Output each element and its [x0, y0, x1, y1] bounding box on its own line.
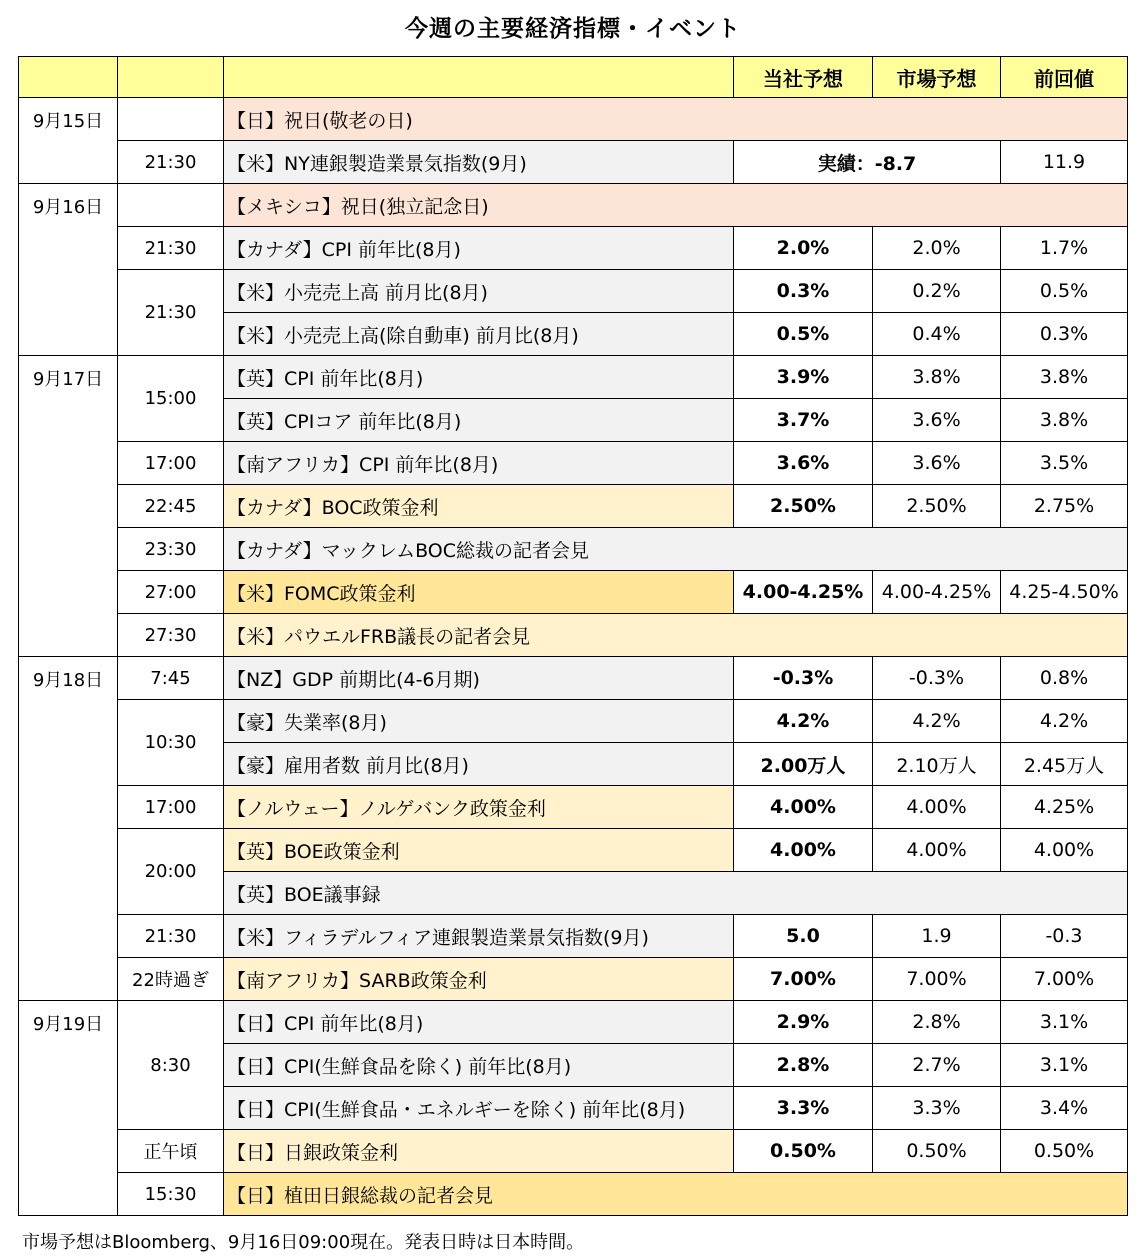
table-row — [19, 270, 1128, 313]
market-forecast-cell: 4.00-4.25% — [873, 571, 1001, 614]
event-cell: 【英】CPIコア 前年比(8月) — [224, 399, 734, 442]
table-row — [19, 442, 1128, 485]
date-cell: 9月18日 — [19, 657, 118, 1001]
event-cell: 【豪】失業率(8月) — [224, 700, 734, 743]
market-forecast-cell: 4.00% — [873, 786, 1001, 829]
our-forecast-cell: 2.50% — [734, 485, 873, 528]
our-forecast-cell: 0.3% — [734, 270, 873, 313]
table-row — [19, 184, 1128, 227]
time-cell: 27:00 — [118, 571, 224, 614]
time-cell: 正午頃 — [118, 1130, 224, 1173]
market-forecast-cell: 3.3% — [873, 1087, 1001, 1130]
date-cell: 9月19日 — [19, 1001, 118, 1216]
table-row — [19, 528, 1128, 571]
table-row — [19, 829, 1128, 872]
table-row — [19, 98, 1128, 141]
page-title: 今週の主要経済指標・イベント — [405, 16, 741, 42]
market-forecast-cell: 7.00% — [873, 958, 1001, 1001]
our-forecast-cell: 0.5% — [734, 313, 873, 356]
time-cell: 17:00 — [118, 442, 224, 485]
previous-value-cell: 2.75% — [1001, 485, 1128, 528]
event-cell: 【米】NY連銀製造業景気指数(9月) — [224, 141, 734, 184]
our-forecast-cell: -0.3% — [734, 657, 873, 700]
market-forecast-cell: 3.6% — [873, 442, 1001, 485]
our-forecast-cell: 4.00% — [734, 786, 873, 829]
table-row — [19, 485, 1128, 528]
event-cell: 【日】CPI(生鮮食品・エネルギーを除く) 前年比(8月) — [224, 1087, 734, 1130]
table-row — [19, 786, 1128, 829]
footnote: 市場予想はBloomberg、9月16日09:00現在。発表日時は日本時間。 — [22, 1232, 585, 1253]
table-row — [19, 356, 1128, 399]
time-cell: 21:30 — [118, 915, 224, 958]
market-forecast-cell: 2.7% — [873, 1044, 1001, 1087]
market-forecast-cell: 4.2% — [873, 700, 1001, 743]
actual-value-cell: 実績：-8.7 — [734, 141, 1001, 184]
previous-value-cell: 3.5% — [1001, 442, 1128, 485]
event-cell: 【米】パウエルFRB議長の記者会見 — [224, 614, 1128, 657]
time-cell: 20:00 — [118, 829, 224, 915]
our-forecast-cell: 4.00% — [734, 829, 873, 872]
previous-value-cell: -0.3 — [1001, 915, 1128, 958]
our-forecast-cell: 3.6% — [734, 442, 873, 485]
previous-value-cell: 0.8% — [1001, 657, 1128, 700]
time-cell — [118, 98, 224, 141]
event-cell: 【日】日銀政策金利 — [224, 1130, 734, 1173]
market-forecast-cell: 2.50% — [873, 485, 1001, 528]
previous-value-cell: 4.00% — [1001, 829, 1128, 872]
time-cell: 23:30 — [118, 528, 224, 571]
previous-value-cell: 3.8% — [1001, 356, 1128, 399]
our-forecast-cell: 3.3% — [734, 1087, 873, 1130]
our-forecast-cell: 4.2% — [734, 700, 873, 743]
our-forecast-cell: 2.8% — [734, 1044, 873, 1087]
table-row — [19, 1001, 1128, 1044]
event-cell: 【NZ】GDP 前期比(4-6月期) — [224, 657, 734, 700]
our-forecast-cell: 3.7% — [734, 399, 873, 442]
time-cell: 8:30 — [118, 1001, 224, 1130]
event-cell: 【米】小売売上高 前月比(8月) — [224, 270, 734, 313]
our-forecast-cell: 7.00% — [734, 958, 873, 1001]
header-time — [118, 57, 224, 98]
time-cell: 21:30 — [118, 141, 224, 184]
time-cell: 22:45 — [118, 485, 224, 528]
market-forecast-cell: 2.10万人 — [873, 743, 1001, 786]
previous-value-cell: 1.7% — [1001, 227, 1128, 270]
table-row — [19, 1130, 1128, 1173]
market-forecast-cell: 0.50% — [873, 1130, 1001, 1173]
header-event — [224, 57, 734, 98]
previous-value-cell: 0.3% — [1001, 313, 1128, 356]
table-row — [19, 614, 1128, 657]
event-cell: 【米】小売売上高(除自動車) 前月比(8月) — [224, 313, 734, 356]
time-cell: 22時過ぎ — [118, 958, 224, 1001]
previous-value-cell: 3.4% — [1001, 1087, 1128, 1130]
table-row — [19, 700, 1128, 743]
our-forecast-cell: 2.9% — [734, 1001, 873, 1044]
market-forecast-cell: 3.6% — [873, 399, 1001, 442]
header-row — [19, 57, 1128, 98]
our-forecast-cell: 0.50% — [734, 1130, 873, 1173]
previous-value-cell: 0.50% — [1001, 1130, 1128, 1173]
event-cell: 【カナダ】CPI 前年比(8月) — [224, 227, 734, 270]
event-cell: 【英】BOE政策金利 — [224, 829, 734, 872]
time-cell: 17:00 — [118, 786, 224, 829]
table-row — [19, 1173, 1128, 1216]
previous-value-cell: 3.8% — [1001, 399, 1128, 442]
market-forecast-cell: 0.4% — [873, 313, 1001, 356]
table-row — [19, 958, 1128, 1001]
our-forecast-cell: 3.9% — [734, 356, 873, 399]
table-row — [19, 141, 1128, 184]
date-cell: 9月17日 — [19, 356, 118, 657]
market-forecast-cell: 2.8% — [873, 1001, 1001, 1044]
economic-calendar-table — [18, 56, 1128, 1216]
event-cell: 【米】FOMC政策金利 — [224, 571, 734, 614]
table-row — [19, 915, 1128, 958]
event-cell: 【メキシコ】祝日(独立記念日) — [224, 184, 1128, 227]
previous-value-cell: 11.9 — [1001, 141, 1128, 184]
event-cell: 【米】フィラデルフィア連銀製造業景気指数(9月) — [224, 915, 734, 958]
event-cell: 【ノルウェー】ノルゲバンク政策金利 — [224, 786, 734, 829]
event-cell: 【カナダ】マックレムBOC総裁の記者会見 — [224, 528, 1128, 571]
event-cell: 【日】植田日銀総裁の記者会見 — [224, 1173, 1128, 1216]
event-cell: 【カナダ】BOC政策金利 — [224, 485, 734, 528]
previous-value-cell: 2.45万人 — [1001, 743, 1128, 786]
time-cell — [118, 184, 224, 227]
previous-value-cell: 4.25-4.50% — [1001, 571, 1128, 614]
header-previous: 前回値 — [1001, 57, 1128, 98]
time-cell: 21:30 — [118, 270, 224, 356]
header-date — [19, 57, 118, 98]
market-forecast-cell: 1.9 — [873, 915, 1001, 958]
table-row — [19, 657, 1128, 700]
event-cell: 【英】BOE議事録 — [224, 872, 1128, 915]
previous-value-cell: 3.1% — [1001, 1044, 1128, 1087]
market-forecast-cell: 3.8% — [873, 356, 1001, 399]
our-forecast-cell: 2.00万人 — [734, 743, 873, 786]
market-forecast-cell: 0.2% — [873, 270, 1001, 313]
event-cell: 【豪】雇用者数 前月比(8月) — [224, 743, 734, 786]
time-cell: 21:30 — [118, 227, 224, 270]
time-cell: 15:00 — [118, 356, 224, 442]
event-cell: 【日】祝日(敬老の日) — [224, 98, 1128, 141]
time-cell: 10:30 — [118, 700, 224, 786]
previous-value-cell: 4.25% — [1001, 786, 1128, 829]
table-row — [19, 227, 1128, 270]
event-cell: 【南アフリカ】CPI 前年比(8月) — [224, 442, 734, 485]
date-cell: 9月16日 — [19, 184, 118, 356]
time-cell: 7:45 — [118, 657, 224, 700]
event-cell: 【英】CPI 前年比(8月) — [224, 356, 734, 399]
time-cell: 15:30 — [118, 1173, 224, 1216]
event-cell: 【日】CPI(生鮮食品を除く) 前年比(8月) — [224, 1044, 734, 1087]
time-cell: 27:30 — [118, 614, 224, 657]
table-row — [19, 571, 1128, 614]
previous-value-cell: 3.1% — [1001, 1001, 1128, 1044]
header-our-forecast: 当社予想 — [734, 57, 873, 98]
previous-value-cell: 4.2% — [1001, 700, 1128, 743]
market-forecast-cell: -0.3% — [873, 657, 1001, 700]
our-forecast-cell: 2.0% — [734, 227, 873, 270]
our-forecast-cell: 4.00-4.25% — [734, 571, 873, 614]
our-forecast-cell: 5.0 — [734, 915, 873, 958]
date-cell: 9月15日 — [19, 98, 118, 184]
event-cell: 【日】CPI 前年比(8月) — [224, 1001, 734, 1044]
market-forecast-cell: 4.00% — [873, 829, 1001, 872]
previous-value-cell: 0.5% — [1001, 270, 1128, 313]
header-market-forecast: 市場予想 — [873, 57, 1001, 98]
previous-value-cell: 7.00% — [1001, 958, 1128, 1001]
event-cell: 【南アフリカ】SARB政策金利 — [224, 958, 734, 1001]
market-forecast-cell: 2.0% — [873, 227, 1001, 270]
